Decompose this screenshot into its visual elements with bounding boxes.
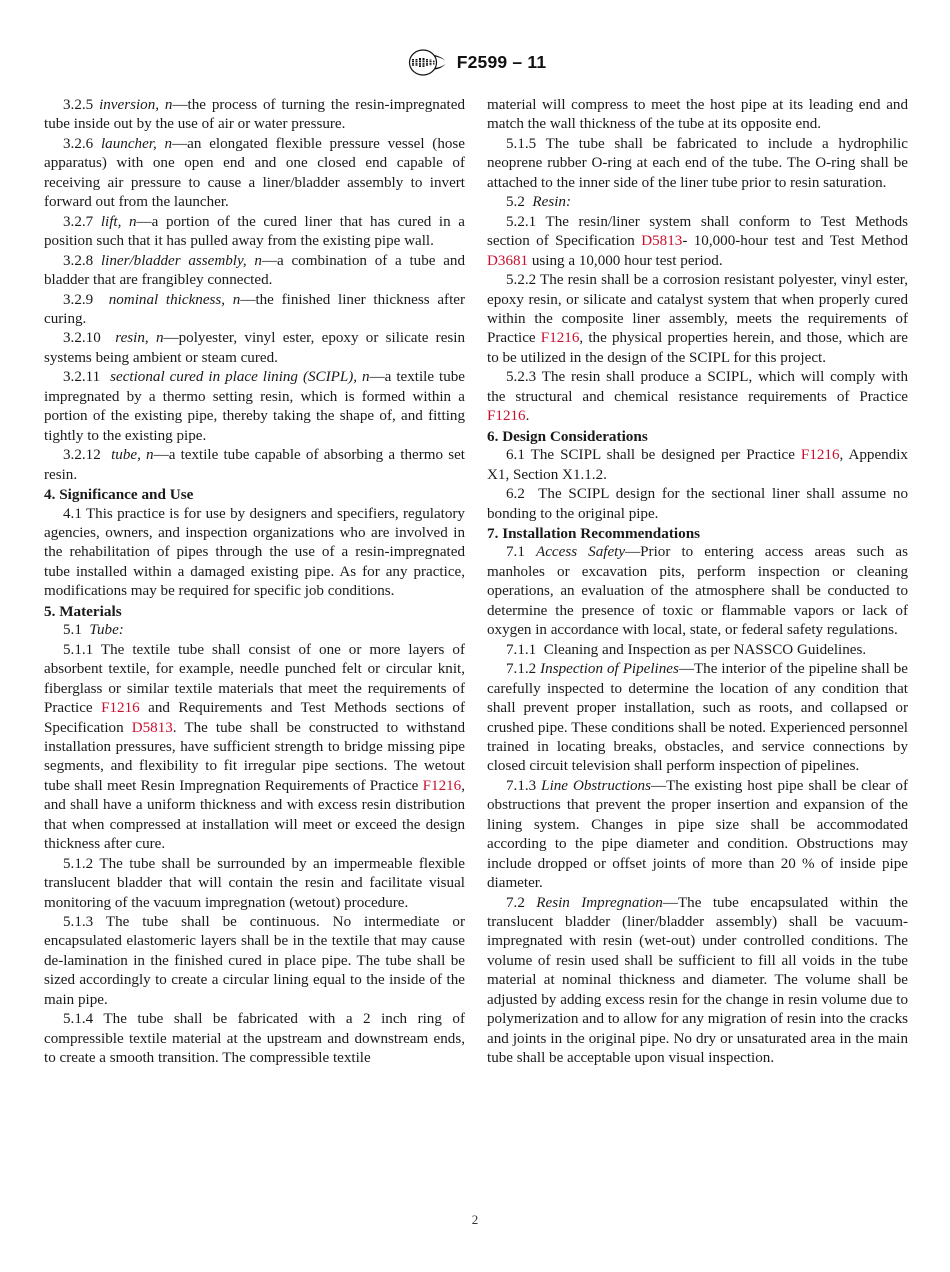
clause-3-2-7 bbox=[44, 213, 465, 252]
section-heading-7: 7. Installation Recommendations bbox=[487, 524, 701, 542]
clause-3-2-10 bbox=[44, 329, 465, 368]
clause-3-2-9 bbox=[44, 291, 465, 330]
standard-link-d5813[interactable]: D5813 bbox=[131, 719, 173, 736]
standard-link-d3681[interactable]: D3681 bbox=[487, 252, 529, 269]
clause-5-1 bbox=[44, 621, 465, 640]
section-heading-6: 6. Design Considerations bbox=[487, 427, 648, 445]
clause-body: The SCIPL design for the sectional liner shall assume no bonding to the original pipe. bbox=[487, 486, 908, 522]
two-column-body bbox=[44, 96, 908, 1069]
clause-body-a: The resin/liner system shall conform to Test Methods section of Specification bbox=[487, 213, 908, 250]
clause-number: 5.2.1 bbox=[506, 213, 537, 230]
clause-body-a: The SCIPL shall be designed per Practice bbox=[530, 447, 801, 464]
standard-link-f1216[interactable]: F1216 bbox=[422, 777, 462, 794]
defined-term: Resin: bbox=[532, 194, 571, 211]
standard-link-d5813[interactable]: D5813 bbox=[641, 233, 683, 250]
page-title: F2599 – 11 bbox=[456, 52, 547, 72]
astm-logo bbox=[404, 48, 448, 77]
defined-term: inversion, n bbox=[99, 97, 173, 113]
clause-6-2 bbox=[487, 485, 908, 524]
clause-number: 7.1.2 bbox=[506, 661, 537, 678]
clause-body: —polyester, vinyl ester, epoxy or silicate resin systems being ambient or steam cured. bbox=[44, 330, 466, 366]
clause-3-2-8 bbox=[44, 252, 465, 291]
clause-body-b: . bbox=[525, 408, 530, 425]
clause-number: 6.1 bbox=[506, 447, 525, 464]
clause-body: The tube shall be fabricated to include a hydrophilic neoprene rubber O-ring at each end of the tube. The O-ring shall be attached to the inner side of the liner tube prior to resin saturation. bbox=[487, 135, 908, 191]
clause-7-2 bbox=[487, 894, 908, 1069]
clause-number: 7.1.3 bbox=[506, 777, 537, 794]
clause-number: 3.2.5 bbox=[63, 97, 94, 113]
page-number: 2 bbox=[471, 1212, 479, 1227]
clause-5-1-1 bbox=[44, 641, 465, 855]
clause-5-1-3 bbox=[44, 913, 465, 1010]
clause-number: 4.1 bbox=[63, 505, 82, 522]
clause-body: —a portion of the cured liner that has cured in a position such that it has pulled away from the existing pipe wall. bbox=[44, 213, 465, 250]
clause-number: 3.2.11 bbox=[63, 369, 101, 386]
clause-3-2-11 bbox=[44, 368, 465, 446]
clause-number: 5.1.4 bbox=[63, 1011, 94, 1028]
clause-body-b: - 10,000-hour test and Test Method bbox=[682, 233, 908, 250]
clause-number: 5.1 bbox=[63, 622, 82, 639]
clause-body: —The existing host pipe shall be clear of obstructions that prevent the proper insertion and expansion of the lining system. Changes in pipe size shall be accommodated according to the pipe diameter and condition. Obstructions may include dropped or offset joints of more than 20 % of inside pipe diameter. bbox=[487, 777, 908, 892]
clause-body: The tube shall be continuous. No intermediate or encapsulated elastomeric layers shall be in the textile that may cause de-lamination in the finished cured in place pipe. The tube shall be sized accordingly to create a circular lining equal to the inside of the main pipe. bbox=[44, 914, 465, 1008]
clause-number: 3.2.12 bbox=[63, 447, 101, 464]
clause-number: 3.2.8 bbox=[63, 252, 94, 269]
clause-7-1-3 bbox=[487, 777, 908, 894]
clause-body: Cleaning and Inspection as per NASSCO Guidelines. bbox=[543, 641, 867, 658]
defined-term: Line Obstructions bbox=[541, 777, 651, 794]
clause-body: —an elongated flexible pressure vessel (hose apparatus) with one open end and one closed end capable of receiving air pressure to cause a liner/bladder assembly to invert forward out from the launcher. bbox=[44, 135, 465, 211]
clause-4-1 bbox=[44, 505, 465, 602]
page-footer bbox=[0, 1212, 950, 1228]
defined-term: Resin Impregnation bbox=[536, 894, 663, 911]
clause-body: —a combination of a tube and bladder that are frangibley connected. bbox=[44, 252, 465, 289]
clause-body-b: , Appendix X1, Section X1.1.2. bbox=[487, 447, 908, 483]
section-heading-4: 4. Significance and Use bbox=[44, 486, 194, 504]
clause-body: —the finished liner thickness after curing. bbox=[44, 291, 466, 327]
clause-body: The tube shall be surrounded by an impermeable flexible translucent bladder that will contain the resin and facilitate visual monitoring of the vacuum impregnation (wetout) procedure. bbox=[44, 855, 465, 911]
clause-6-1 bbox=[487, 446, 908, 485]
right-column bbox=[487, 96, 908, 1069]
clause-5-1-2 bbox=[44, 855, 465, 913]
clause-number: 3.2.7 bbox=[63, 213, 94, 230]
standard-link-f1216[interactable]: F1216 bbox=[800, 447, 840, 464]
clause-body: —The tube encapsulated within the translucent bladder (liner/bladder assembly) shall be vacuum-impregnated with resin (wet-out) under controlled conditions. The volume of resin used shall be sufficient to fill all voids in the tube material at nominal thickness and diameter. The volume shall be adjusted by adding excess resin for the change in resin volume due to polymerization and to allow for any migration of resin into the cracks and joints in the original pipe. No dry or unsaturated area in the main tube shall be acceptable upon visual inspection. bbox=[487, 894, 909, 1067]
clause-body-d: , and shall have a uniform thickness and with excess resin distribution that when compressed at installation will meet or exceed the design thickness after cure. bbox=[44, 777, 465, 853]
clause-body-b: , the physical properties herein, and those, which are to be utilized in the design of the SCIPL for this project. bbox=[487, 330, 908, 366]
defined-term: liner/bladder assembly, n bbox=[100, 252, 262, 269]
clause-body: —the process of turning the resin-impregnated tube inside out by the use of air or water pressure. bbox=[44, 97, 465, 133]
clause-3-2-12 bbox=[44, 446, 465, 485]
clause-7-1-1 bbox=[487, 641, 908, 660]
clause-body: —The interior of the pipeline shall be carefully inspected to determine the location of any condition that shall prevent proper installation, such as roots, and collapsed or crushed pipe. These conditions shall be noted. Experienced personnel trained in locating breaks, obstacles, and service connections by closed circuit television shall perform inspection of pipelines. bbox=[487, 661, 908, 775]
left-column bbox=[44, 96, 465, 1069]
defined-term: Tube: bbox=[89, 622, 124, 639]
clause-3-2-5 bbox=[44, 96, 465, 135]
clause-body: —a textile tube impregnated by a thermo setting resin, which is formed within a portion of the existing pipe, thereby taking the shape of, and fitting tightly to the existing pipe. bbox=[44, 369, 466, 444]
clause-5-1-4-continued: material will compress to meet the host pipe at its leading end and match the wall thickness of the tube at its opposite end. bbox=[487, 97, 908, 133]
clause-5-2-3 bbox=[487, 368, 908, 426]
clause-number: 7.1.1 bbox=[506, 641, 537, 658]
clause-number: 5.1.1 bbox=[63, 641, 94, 658]
defined-term: sectional cured in place lining (SCIPL), n bbox=[110, 369, 370, 386]
defined-term: launcher, n bbox=[100, 135, 173, 152]
clause-number: 3.2.10 bbox=[63, 330, 101, 347]
defined-term: Access Safety bbox=[536, 544, 626, 561]
clause-body-b: and Requirements and Test Methods sections of Specification bbox=[44, 700, 465, 736]
clause-number: 7.1 bbox=[506, 544, 525, 561]
defined-term: resin, n bbox=[115, 330, 164, 347]
clause-body-a: The resin shall produce a SCIPL, which will comply with the structural and chemical resistance requirements of Practice bbox=[487, 369, 908, 405]
clause-number: 6.2 bbox=[506, 486, 525, 503]
standard-link-f1216[interactable]: F1216 bbox=[487, 408, 526, 425]
clause-number: 5.2 bbox=[506, 194, 525, 211]
standard-link-f1216[interactable]: F1216 bbox=[540, 330, 580, 347]
section-heading-5: 5. Materials bbox=[44, 602, 122, 620]
clause-number: 5.2.3 bbox=[506, 369, 537, 386]
defined-term: nominal thickness, n bbox=[108, 291, 241, 308]
clause-body-c: using a 10,000 hour test period. bbox=[528, 252, 723, 269]
clause-body-a: The resin shall be a corrosion resistant polyester, vinyl ester, epoxy resin, or silicate and catalyst system that when properly cured within the composite liner assembly, meets the requirements of Practice bbox=[487, 272, 908, 347]
clause-5-2 bbox=[487, 193, 908, 212]
clause-body: This practice is for use by designers and specifiers, regulatory agencies, owners, and inspection organizations who are involved in the rehabilitation of pipes through the use of a resin-impregnated tube installed within a damaged existing pipe. As for any practice, modifications may be required for specific job conditions. bbox=[44, 505, 465, 600]
clause-body: The tube shall be fabricated with a 2 inch ring of compressible textile material at the upstream and downstream ends, to create a smooth transition. The compressible textile bbox=[44, 1011, 465, 1067]
clause-body: —Prior to entering access areas such as manholes or excavation pits, perform inspection or cleaning operations, an evaluation of the atmosphere shall be conducted to determine the presence of toxic or flammable vapors or lack of oxygen in accordance with local, state, or federal safety regulations. bbox=[487, 544, 908, 639]
defined-term: tube, n bbox=[111, 447, 154, 464]
clause-body-c: . The tube shall be constructed to withstand installation pressures, have sufficient strength to bridge missing pipe segments, and flexibility to fit irregular pipe sections. The wetout tube shall meet Resin Impregnation Requirements of Practice bbox=[44, 719, 465, 794]
clause-body-a: The textile tube shall consist of one or more layers of absorbent textile, for example, needle punched felt or circular knit, fiberglass or similar textile materials that meet the requirements of Practice bbox=[44, 641, 465, 717]
clause-number: 5.1.5 bbox=[506, 135, 537, 152]
clause-body: —a textile tube capable of absorbing a thermo set resin. bbox=[44, 447, 465, 483]
clause-3-2-6 bbox=[44, 135, 465, 213]
defined-term: lift, n bbox=[100, 213, 137, 230]
clause-number: 5.1.2 bbox=[63, 855, 94, 872]
standard-link-f1216[interactable]: F1216 bbox=[101, 700, 140, 717]
clause-5-2-1 bbox=[487, 213, 908, 271]
defined-term: Inspection of Pipelines bbox=[540, 661, 679, 678]
clause-5-1-5 bbox=[487, 135, 908, 193]
clause-7-1-2 bbox=[487, 660, 908, 777]
page-header bbox=[0, 48, 950, 77]
clause-number: 3.2.9 bbox=[63, 291, 94, 308]
clause-5-2-2 bbox=[487, 271, 908, 368]
clause-number: 5.1.3 bbox=[63, 914, 94, 931]
clause-5-1-4 bbox=[44, 1010, 465, 1068]
clause-number: 5.2.2 bbox=[506, 272, 537, 289]
clause-7-1 bbox=[487, 543, 908, 640]
clause-number: 7.2 bbox=[506, 894, 525, 911]
clause-number: 3.2.6 bbox=[63, 135, 94, 152]
